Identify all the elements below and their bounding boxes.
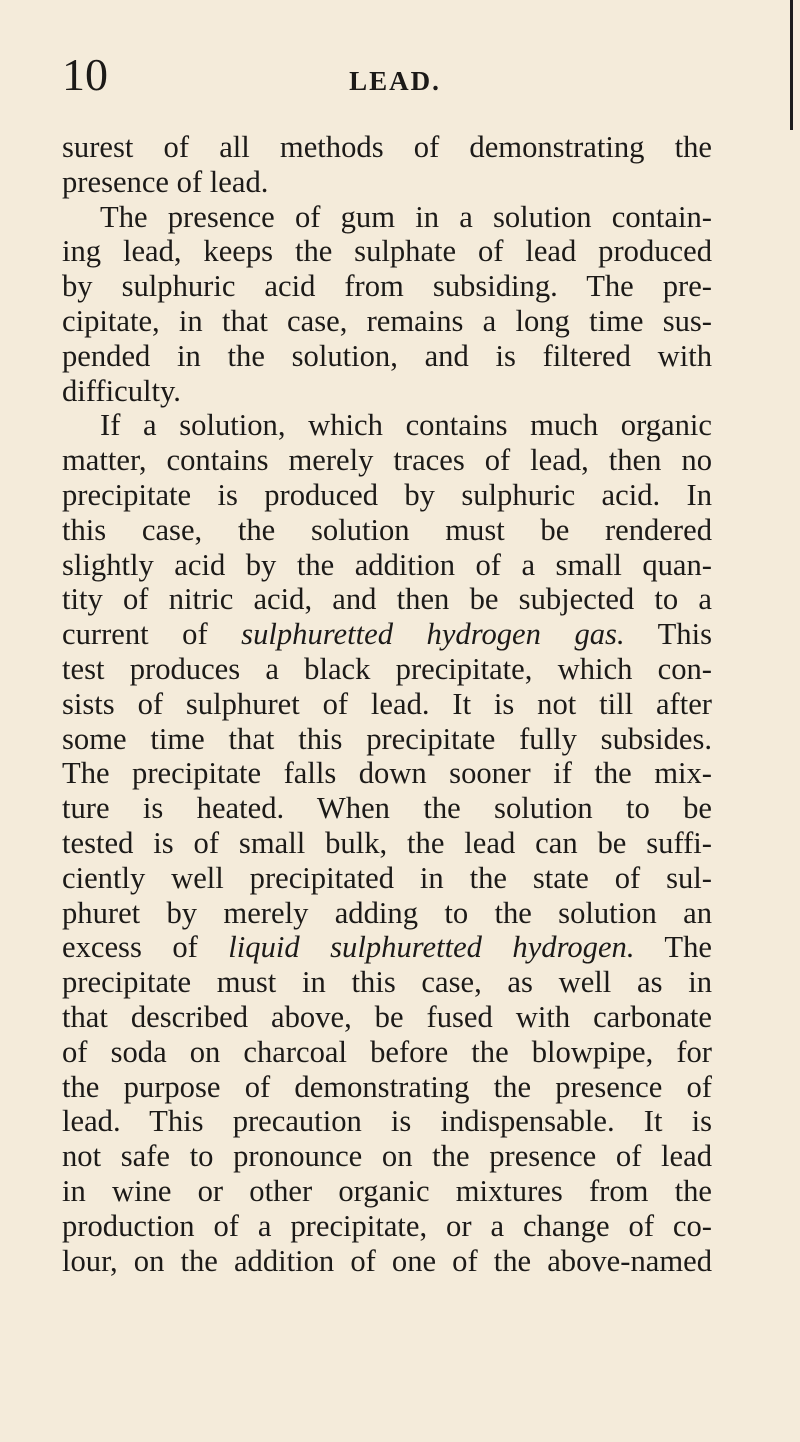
text-line bbox=[62, 478, 712, 513]
text-segment: cipitate, in that case, remains a long time sus- bbox=[62, 303, 712, 338]
italic-segment: sulphuretted hydrogen gas. bbox=[241, 617, 625, 652]
text-segment: the purpose of demonstrating the presence of bbox=[62, 1069, 712, 1104]
italic-segment: liquid sulphuretted hydrogen. bbox=[228, 930, 635, 965]
text-line bbox=[62, 1104, 712, 1139]
text-segment: If a solution, which contains much organic bbox=[100, 408, 712, 443]
text-segment: tested is of small bulk, the lead can be suffi- bbox=[62, 825, 712, 860]
text-line bbox=[62, 1035, 712, 1070]
text-segment: The bbox=[634, 930, 712, 965]
running-head: LEAD. bbox=[349, 66, 441, 96]
body-text bbox=[62, 130, 712, 1278]
page-edge-line bbox=[790, 0, 793, 130]
text-segment: that described above, be fused with carbonate bbox=[62, 999, 712, 1034]
text-line bbox=[62, 652, 712, 687]
text-line bbox=[62, 722, 712, 757]
text-segment: precipitate is produced by sulphuric acid. In bbox=[62, 477, 712, 512]
text-segment: pended in the solution, and is filtered with bbox=[62, 338, 712, 373]
text-segment: tity of nitric acid, and then be subjected to a bbox=[62, 582, 712, 617]
text-segment: by sulphuric acid from subsiding. The pre- bbox=[62, 269, 712, 304]
text-line bbox=[62, 756, 712, 791]
text-line bbox=[62, 930, 712, 965]
text-segment: ciently well precipitated in the state of sul- bbox=[62, 860, 712, 895]
text-segment: This bbox=[624, 617, 712, 652]
text-line bbox=[62, 1139, 712, 1174]
text-line bbox=[62, 408, 712, 443]
text-line bbox=[62, 304, 712, 339]
text-line bbox=[62, 339, 712, 374]
text-line bbox=[62, 443, 712, 478]
text-line bbox=[62, 582, 712, 617]
text-segment: surest of all methods of demonstrating the bbox=[62, 130, 712, 164]
text-line bbox=[62, 791, 712, 826]
text-line bbox=[62, 861, 712, 896]
text-line bbox=[62, 826, 712, 861]
text-segment: The presence of gum in a solution contain- bbox=[100, 199, 712, 234]
text-segment: difficulty. bbox=[62, 373, 181, 408]
text-segment: ture is heated. When the solution to be bbox=[62, 791, 712, 826]
text-segment: matter, contains merely traces of lead, then no bbox=[62, 443, 712, 478]
text-line bbox=[62, 269, 712, 304]
text-line bbox=[62, 896, 712, 931]
text-segment: The precipitate falls down sooner if the mix- bbox=[62, 756, 712, 791]
text-line bbox=[62, 1244, 712, 1279]
text-segment: phuret by merely adding to the solution an bbox=[62, 895, 712, 930]
text-line bbox=[62, 1070, 712, 1105]
page-header bbox=[62, 49, 708, 102]
text-segment: ing lead, keeps the sulphate of lead produced bbox=[62, 234, 712, 269]
text-line bbox=[62, 548, 712, 583]
text-line bbox=[62, 965, 712, 1000]
text-line bbox=[62, 234, 712, 269]
text-segment: lead. This precaution is indispensable. It is bbox=[62, 1104, 712, 1139]
text-line bbox=[62, 513, 712, 548]
text-segment: presence of lead. bbox=[62, 164, 269, 199]
text-line bbox=[62, 374, 712, 409]
text-line bbox=[62, 165, 712, 200]
text-segment: slightly acid by the addition of a small quan- bbox=[62, 547, 712, 582]
text-segment: this case, the solution must be rendered bbox=[62, 512, 712, 547]
text-segment: of soda on charcoal before the blowpipe, for bbox=[62, 1034, 712, 1069]
text-line bbox=[62, 200, 712, 235]
page-number: 10 bbox=[62, 49, 108, 100]
text-segment: sists of sulphuret of lead. It is not till after bbox=[62, 686, 712, 721]
text-line bbox=[62, 130, 712, 165]
text-line bbox=[62, 1000, 712, 1035]
text-line bbox=[62, 1174, 712, 1209]
text-segment: test produces a black precipitate, which con- bbox=[62, 651, 712, 686]
text-line bbox=[62, 617, 712, 652]
text-line bbox=[62, 1209, 712, 1244]
text-segment: lour, on the addition of one of the above-named bbox=[62, 1243, 712, 1278]
text-segment: production of a precipitate, or a change of co- bbox=[62, 1208, 712, 1243]
text-segment: some time that this precipitate fully subsides. bbox=[62, 721, 712, 756]
text-segment: in wine or other organic mixtures from the bbox=[62, 1173, 712, 1208]
text-segment: excess of bbox=[62, 930, 229, 965]
text-segment: current of bbox=[62, 617, 242, 652]
text-segment: not safe to pronounce on the presence of lead bbox=[62, 1139, 712, 1174]
text-line bbox=[62, 687, 712, 722]
text-segment: precipitate must in this case, as well as in bbox=[62, 965, 712, 1000]
